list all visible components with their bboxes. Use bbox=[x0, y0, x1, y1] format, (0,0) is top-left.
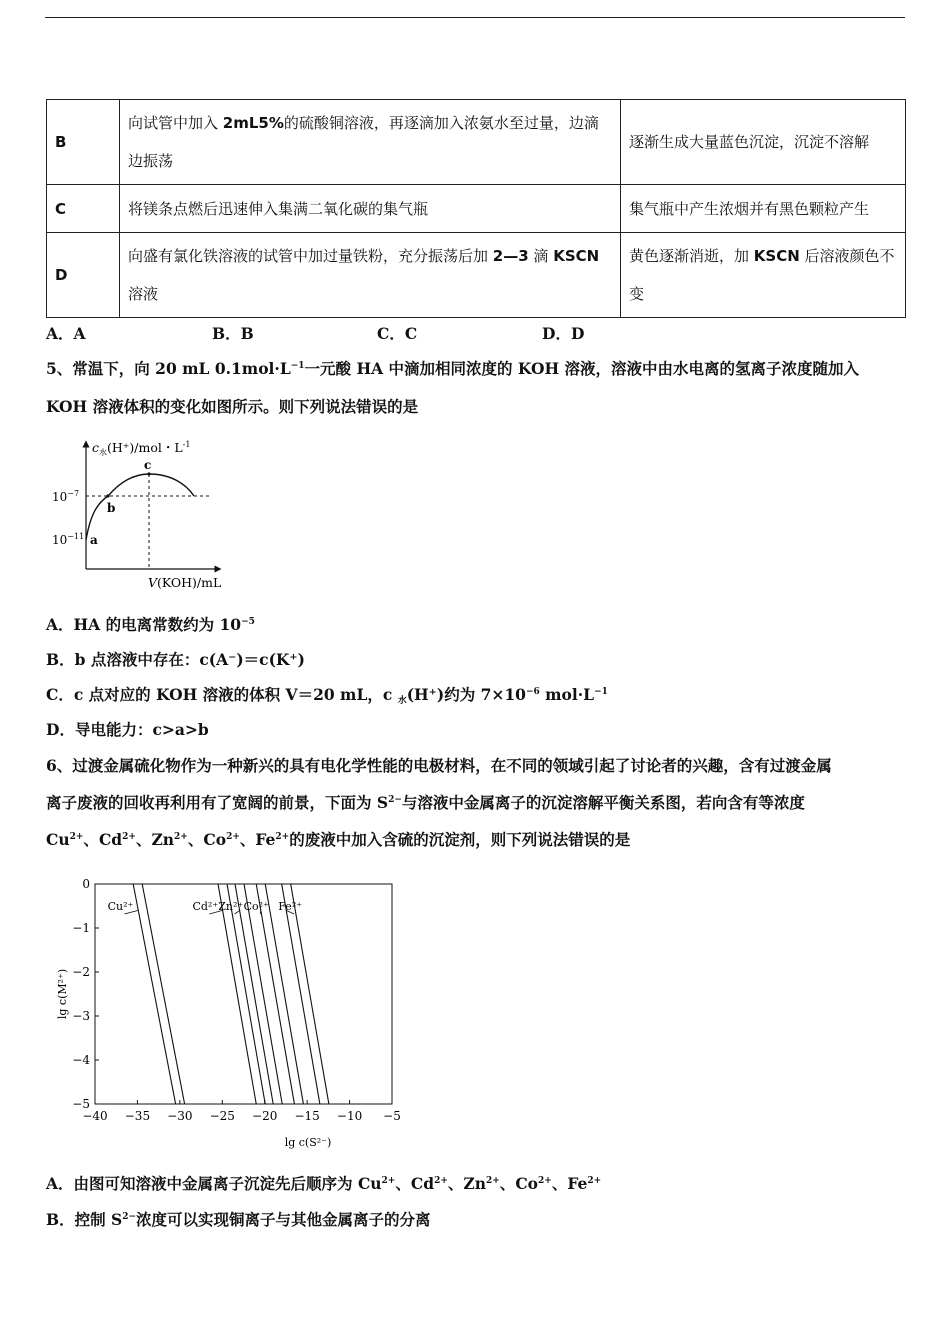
q6-line-Fe2+-edge bbox=[291, 884, 329, 1104]
q5-point-c: c bbox=[144, 458, 152, 472]
q6-chart bbox=[46, 870, 406, 1155]
q5-option-a[interactable]: A．HA 的电离常数约为 $10^{-5}$ bbox=[46, 615, 255, 634]
q6-line-Zn2+ bbox=[235, 884, 273, 1104]
q6-option-a[interactable]: A．由图可知溶液中金属离子沉淀先后顺序为 $Cu^{2+}$、$Cd^{2+}$、$Zn^{2+}$、$Co^{2+}$、$Fe^{2+}$ bbox=[46, 1174, 602, 1193]
q6-line-Cd2+-edge bbox=[227, 884, 265, 1104]
q5-stem-line2: KOH 溶液体积的变化如图所示。则下列说法错误的是 bbox=[46, 397, 419, 416]
q4-option-b[interactable]: B．B bbox=[212, 324, 254, 343]
experiment-table bbox=[46, 99, 906, 318]
q5-tick-1e-7: $10^{-7}$ bbox=[52, 489, 80, 504]
row-result: 黄色逐渐消逝，加 KSCN 后溶液颜色不变 bbox=[621, 233, 906, 318]
q6-y-tick-label: −1 bbox=[72, 921, 90, 935]
q5-ylabel: $c_水(H^+)$/mol・$L^{-1}$ bbox=[92, 440, 191, 457]
q6-ylabel: lg c(M²⁺) bbox=[56, 968, 69, 1020]
row-label: B bbox=[47, 100, 120, 185]
q5-figure bbox=[46, 432, 236, 594]
q6-stem-line3: $Cu^{2+}$、$Cd^{2+}$、$Zn^{2+}$、$Co^{2+}$、$Fe^{2+}$的废液中加入含硫的沉淀剂，则下列说法错误的是 bbox=[46, 830, 631, 849]
row-operation: 向盛有氯化铁溶液的试管中加过量铁粉，充分振荡后加 2—3 滴 KSCN 溶液 bbox=[120, 233, 621, 318]
q6-y-tick-label: 0 bbox=[82, 877, 90, 891]
table-row-d bbox=[47, 233, 906, 318]
q6-x-tick-label: −15 bbox=[294, 1109, 320, 1123]
q6-line-Co2+-edge bbox=[265, 884, 303, 1104]
q6-series-label-Cu2+: Cu²⁺ bbox=[107, 900, 134, 913]
q5-option-b[interactable]: B．b 点溶液中存在：c(A⁻)＝c(K⁺) bbox=[46, 650, 305, 669]
table-row-c bbox=[47, 185, 906, 233]
q6-x-tick-label: −20 bbox=[252, 1109, 278, 1123]
q6-stem-line1: 6、过渡金属硫化物作为一种新兴的具有电化学性能的电极材料，在不同的领域引起了讨论者的兴趣，含有过渡金属 bbox=[46, 756, 832, 775]
q6-series-label-Zn2+: Zn²⁺ bbox=[218, 900, 244, 913]
q6-series-label-Cd2+: Cd²⁺ bbox=[192, 900, 219, 913]
q5-point-a: a bbox=[90, 533, 98, 547]
q6-x-tick-label: −35 bbox=[124, 1109, 151, 1123]
q6-x-tick-label: −30 bbox=[167, 1109, 193, 1123]
q6-line-Zn2+-edge bbox=[244, 884, 282, 1104]
row-result: 集气瓶中产生浓烟并有黑色颗粒产生 bbox=[621, 185, 906, 233]
q5-tick-1e-11: $10^{-11}$ bbox=[52, 532, 85, 547]
q6-x-tick-label: −25 bbox=[209, 1109, 235, 1123]
q6-y-tick-label: −2 bbox=[72, 965, 90, 979]
q6-line-Fe2+ bbox=[282, 884, 320, 1104]
q6-x-tick-label: −40 bbox=[82, 1109, 108, 1123]
q5-point-b: b bbox=[107, 501, 116, 515]
row-label: D bbox=[47, 233, 120, 318]
q6-option-b[interactable]: B．控制 $S^{2-}$浓度可以实现铜离子与其他金属离子的分离 bbox=[46, 1210, 431, 1229]
row-label: C bbox=[47, 185, 120, 233]
q6-line-Co2+ bbox=[256, 884, 294, 1104]
header-rule bbox=[45, 17, 905, 18]
q6-line-Cd2+ bbox=[218, 884, 256, 1104]
q6-line-Cu2+-edge bbox=[142, 884, 184, 1104]
q4-option-a[interactable]: A．A bbox=[46, 324, 86, 343]
row-result: 逐渐生成大量蓝色沉淀，沉淀不溶解 bbox=[621, 100, 906, 185]
q6-series-label-Co2+: Co²⁺ bbox=[243, 900, 269, 913]
q5-stem-line1: 5、常温下，向 20 mL $0.1mol\cdot L^{-1}$一元酸 HA 中滴加相同浓度的 KOH 溶液，溶液中由水电离的氢离子浓度随加入 bbox=[46, 359, 860, 378]
row-operation: 向试管中加入 2mL5%的硫酸铜溶液，再逐滴加入浓氨水至过量，边滴边振荡 bbox=[120, 100, 621, 185]
q5-point-c-marker bbox=[147, 472, 150, 475]
q6-x-tick-label: −5 bbox=[383, 1109, 401, 1123]
q5-option-d[interactable]: D．导电能力：c>a>b bbox=[46, 720, 209, 739]
q5-curve bbox=[86, 474, 194, 540]
q6-x-tick-label: −10 bbox=[336, 1109, 363, 1123]
q6-y-tick-label: −5 bbox=[72, 1097, 90, 1111]
q5-point-b-marker bbox=[106, 494, 109, 497]
q4-option-d[interactable]: D．D bbox=[542, 324, 585, 343]
q6-y-tick-label: −4 bbox=[72, 1053, 90, 1067]
q5-option-c[interactable]: C．c 点对应的 KOH 溶液的体积 V＝20 mL，c $_水$(H⁺)约为 $7\times 10^{-6}$ $mol\cdot L^{-1}$ bbox=[46, 685, 608, 706]
q6-y-tick-label: −3 bbox=[72, 1009, 90, 1023]
q6-line-Cu2+ bbox=[133, 884, 175, 1104]
q5-xlabel: V(KOH)/mL bbox=[148, 575, 222, 590]
q6-xlabel: lg c(S²⁻) bbox=[284, 1136, 332, 1149]
q4-option-c[interactable]: C．C bbox=[377, 324, 418, 343]
q6-stem-line2: 离子废液的回收再利用有了宽阔的前景，下面为 $S^{2-}$与溶液中金属离子的沉淀溶解平衡关系图，若向含有等浓度 bbox=[46, 793, 805, 812]
row-operation: 将镁条点燃后迅速伸入集满二氧化碳的集气瓶 bbox=[120, 185, 621, 233]
table-row-b bbox=[47, 100, 906, 185]
q6-series-label-Fe2+: Fe²⁺ bbox=[278, 900, 303, 913]
